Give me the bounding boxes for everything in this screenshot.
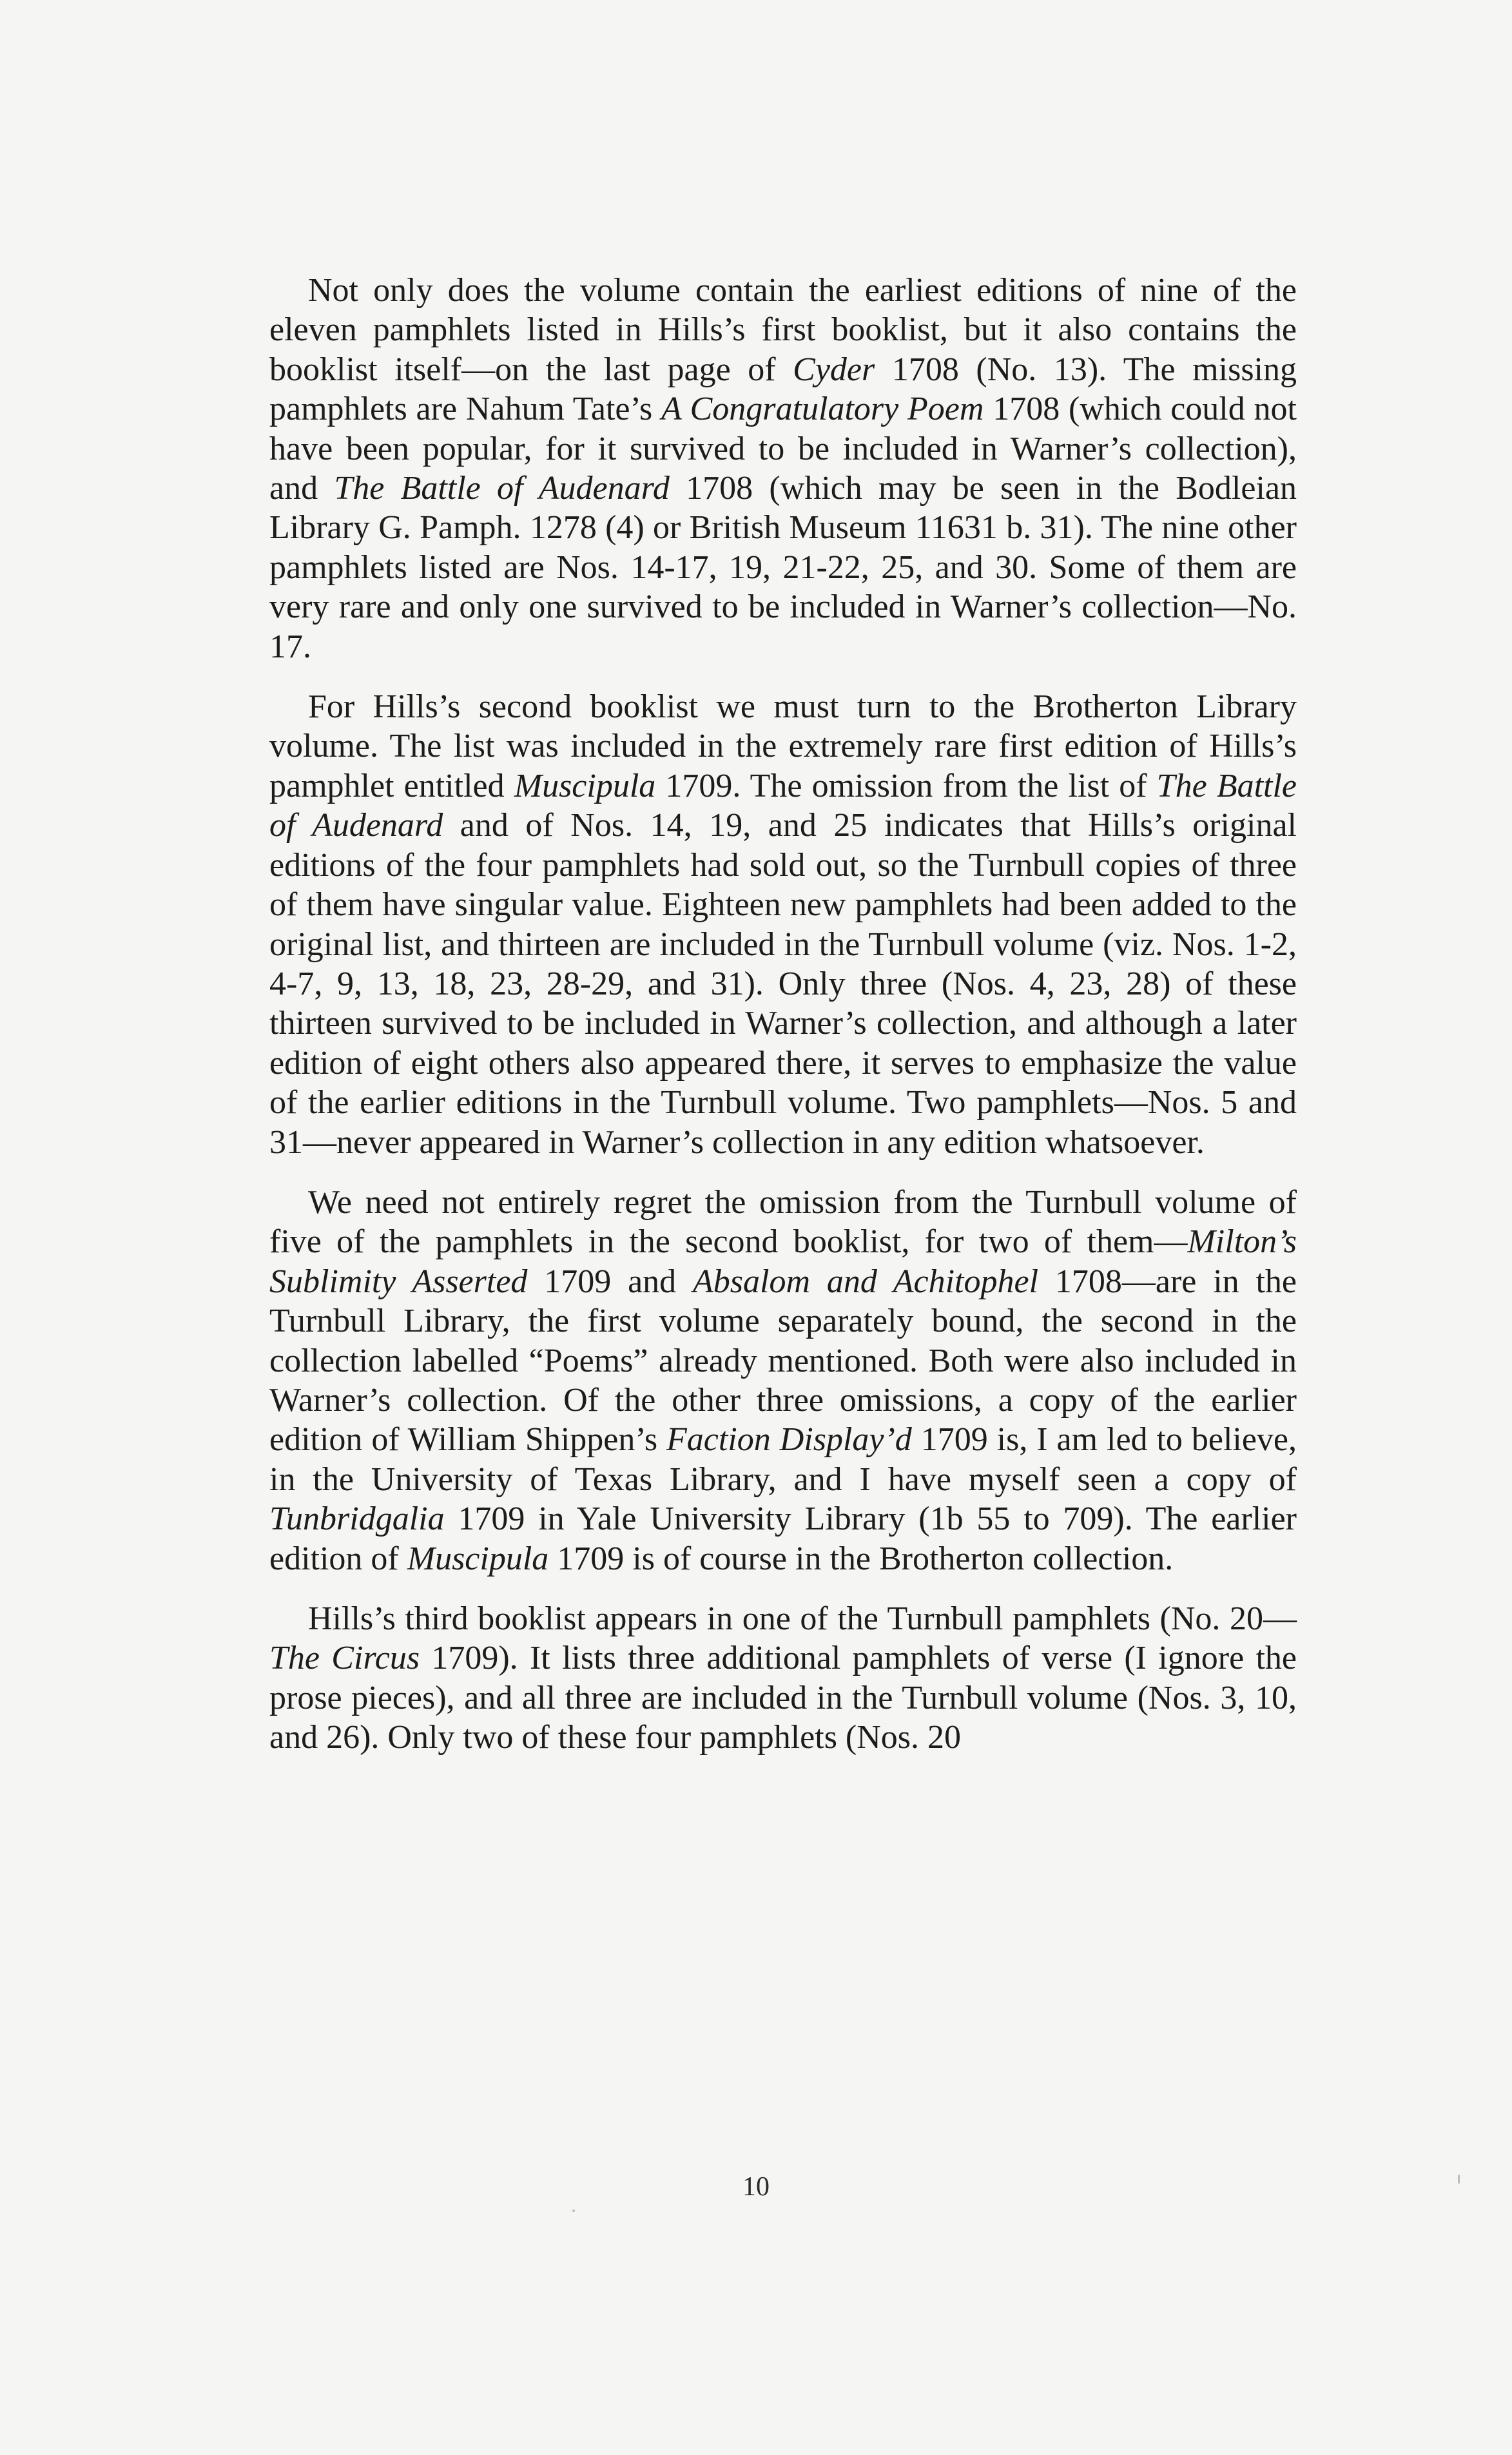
text-run: 1709 is of course in the Brotherton collection.	[548, 1540, 1174, 1577]
text-run: 1708 (which could not have been popular, for it survived to be included in Warner’s collection), and	[269, 391, 1297, 507]
text-run: Hills’s third booklist appears in one of the Turnbull pamphlets (No. 20—	[308, 1600, 1297, 1637]
text-run: and of Nos. 14, 19, and 25 indicates that Hills’s original editions of the four pamphlets had sold out, so the Turnbull copies of three of them have singular value. Eighteen new pamphlets had been added to the original list, and thirteen are included in the Turnbull volume (viz. Nos. 1-2, 4-7, 9, 13, 18, 23, 28-29, and 31). Only three (Nos. 4, 23, 28) of these thirteen survived to be included in Warner’s collection, and although a later edition of eight others also appeared there, it serves to emphasize the value of the earlier editions in the Turnbull volume. Two pamphlets—Nos. 5 and 31—never appeared in Warner’s collection in any edition whatsoever.	[269, 807, 1297, 1161]
paragraph-4	[269, 1599, 1297, 1758]
page-body	[269, 271, 1297, 1758]
italic-title: Faction Display’d	[666, 1421, 912, 1459]
paragraph-3	[269, 1183, 1297, 1578]
text-run: 1709). It lists three additional pamphlets of verse (I ignore the prose pieces), and all three are included in the Turnbull volume (Nos. 3, 10, and 26). Only two of these four pamphlets (Nos. 20	[269, 1640, 1297, 1756]
text-run: For Hills’s second booklist we must turn to the Brotherton Library volume. The list was included in the extremely rare first edition of Hills’s pamphlet entitled	[269, 688, 1297, 804]
italic-title: The Battle of Audenard	[334, 470, 670, 507]
text-run: 1709 and	[527, 1263, 693, 1300]
text-run: 1709 is, I am led to believe, in the University of Texas Library, and I have myself seen a copy of	[269, 1421, 1297, 1498]
italic-title: Muscipula	[514, 767, 656, 804]
italic-title: A Congratulatory Poem	[661, 391, 984, 428]
text-run: Not only does the volume contain the earliest editions of nine of the eleven pamphlets listed in Hills’s first booklist, but it also contains the booklist itself—on the last page of	[269, 272, 1297, 388]
text-run: 1709. The omission from the list of	[655, 767, 1157, 804]
paper-speck	[1458, 2175, 1460, 2184]
page-number: 10	[742, 2172, 770, 2202]
paragraph-2	[269, 687, 1297, 1162]
italic-title: The Circus	[269, 1640, 420, 1677]
text-run: 1708—are in the Turnbull Library, the first volume separately bound, the second in the collection labelled “Poems” already mentioned. Both were also included in Warner’s collection. Of the other three omissions, a copy of the earlier edition of William Shippen’s	[269, 1263, 1297, 1459]
paragraph-1	[269, 271, 1297, 666]
italic-title: The Battle of Audenard	[269, 767, 1297, 844]
italic-title: Absalom and Achitophel	[693, 1263, 1039, 1300]
paper-speck	[572, 2209, 575, 2212]
text-run: We need not entirely regret the omission from the Turnbull volume of five of the pamphlets in the second booklist, for two of them—	[269, 1183, 1297, 1261]
italic-title: Muscipula	[407, 1540, 549, 1577]
italic-title: Milton’s Sublimity Asserted	[269, 1223, 1297, 1300]
text-run: 1709 in Yale University Library (1b 55 to 709). The earlier edition of	[269, 1500, 1297, 1577]
italic-title: Cyder	[793, 351, 875, 388]
italic-title: Tunbridgalia	[269, 1500, 445, 1538]
text-run: 1708 (No. 13). The missing pamphlets are Nahum Tate’s	[269, 351, 1297, 428]
text-run: 1708 (which may be seen in the Bodleian Library G. Pamph. 1278 (4) or British Museum 11631 b. 31). The nine other pamphlets listed are Nos. 14-17, 19, 21-22, 25, and 30. Some of them are very rare and only one survived to be included in Warner’s collection—No. 17.	[269, 470, 1297, 665]
